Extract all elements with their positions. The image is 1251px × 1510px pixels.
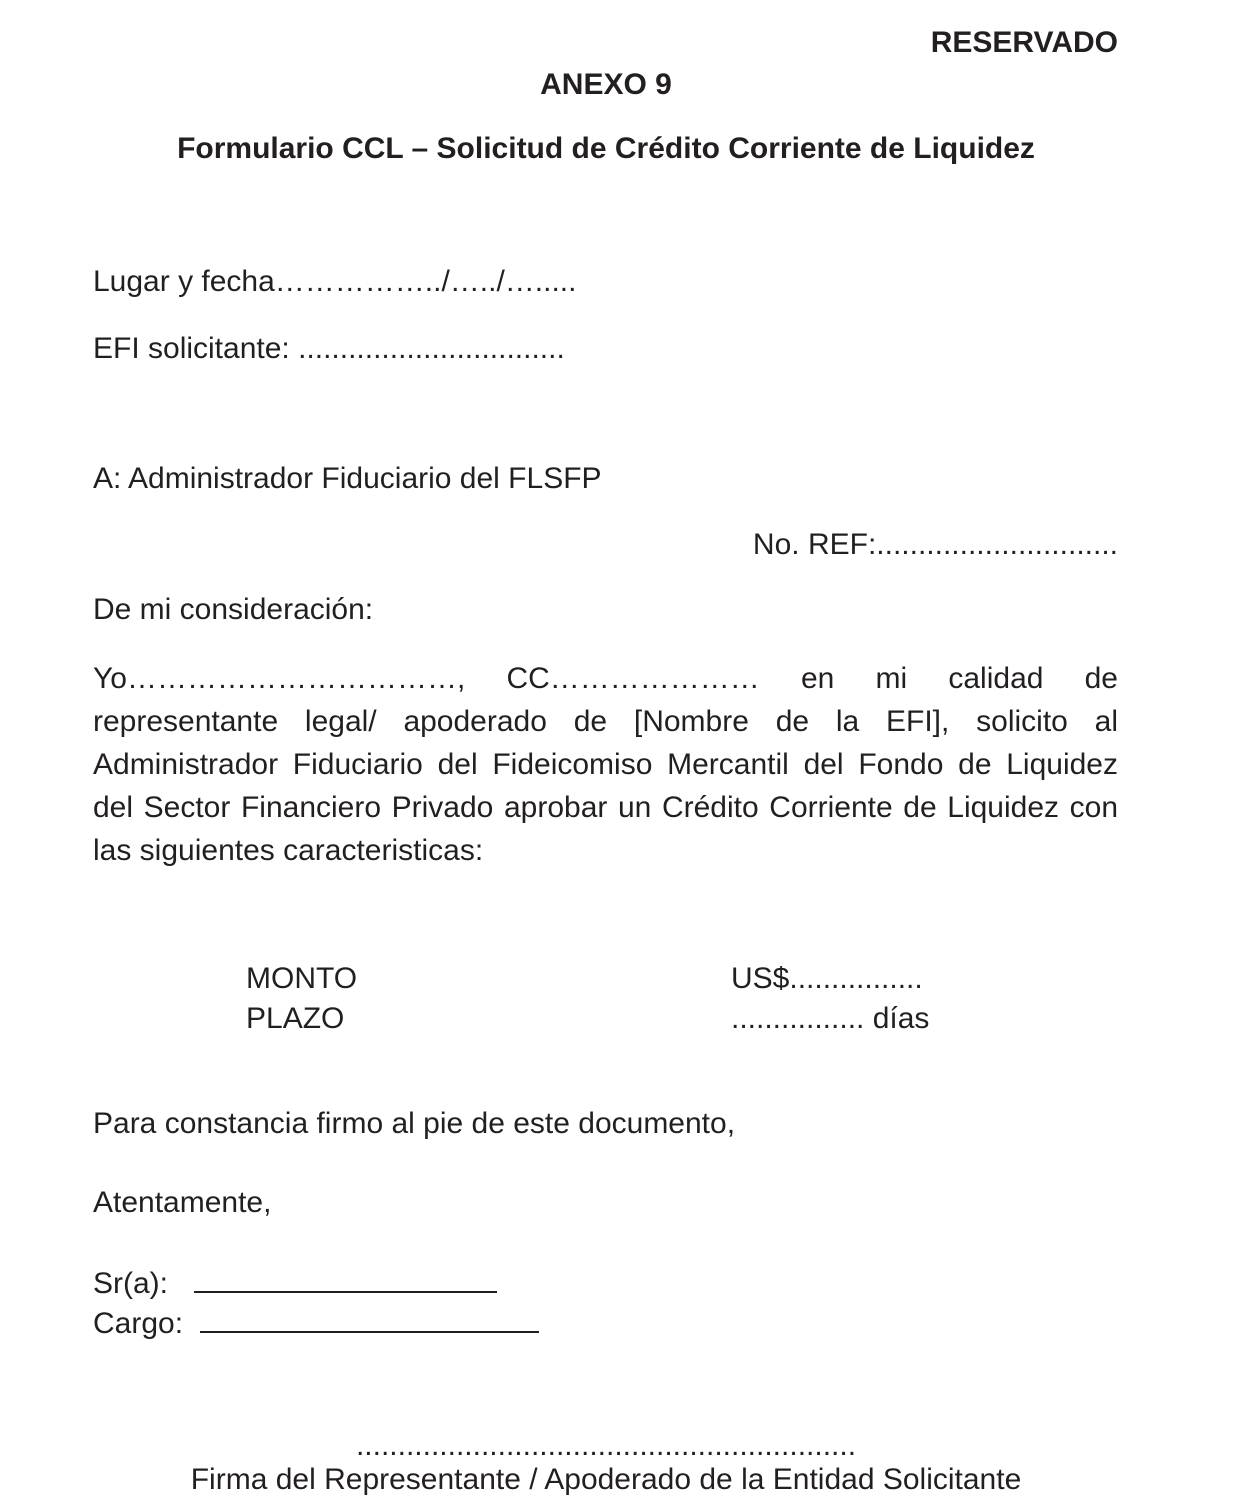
paragraph-line: las siguientes caracteristicas:: [93, 834, 484, 867]
amount-label: MONTO: [246, 962, 358, 995]
closing-statement: Para constancia firmo al pie de este documento,: [93, 1107, 736, 1140]
paragraph-line: del Sector Financiero Privado aprobar un Crédito Corriente de Liquidez con: [93, 791, 1118, 824]
signature-caption: Firma del Representante / Apoderado de la Entidad Solicitante: [190, 1463, 1022, 1496]
amount-value: US$................: [731, 962, 923, 995]
form-title: Formulario CCL – Solicitud de Crédito Corriente de Liquidez: [177, 132, 1035, 165]
signer-name-label: Sr(a):: [93, 1267, 168, 1300]
signer-position-label: Cargo:: [93, 1307, 184, 1340]
signer-position-line: [200, 1303, 539, 1333]
closing-regards: Atentamente,: [93, 1186, 272, 1219]
paragraph-line: Administrador Fiduciario del Fideicomiso Mercantil del Fondo de Liquidez: [93, 748, 1118, 781]
signer-position-row: [93, 1303, 539, 1342]
signature-dotted-line: ............................................................: [355, 1429, 857, 1462]
addressee: A: Administrador Fiduciario del FLSFP: [93, 462, 602, 495]
signer-name-line: [194, 1263, 497, 1293]
request-paragraph: [93, 657, 1118, 872]
paragraph-line: representante legal/ apoderado de [Nombre de la EFI], solicito al: [93, 705, 1118, 738]
term-value: ................ días: [731, 1002, 930, 1035]
classification-label: RESERVADO: [930, 26, 1118, 59]
salutation: De mi consideración:: [93, 593, 374, 626]
annex-title: ANEXO 9: [540, 68, 672, 101]
place-date-field: Lugar y fecha……………../…../….....: [93, 265, 577, 298]
requesting-efi-field: EFI solicitante: ................................: [93, 332, 565, 365]
term-label: PLAZO: [246, 1002, 345, 1035]
signer-name-row: [93, 1263, 497, 1302]
reference-number-field: No. REF:.............................: [752, 528, 1118, 561]
paragraph-line: Yo……………………………, CC………………… en mi calidad de: [93, 662, 1118, 695]
